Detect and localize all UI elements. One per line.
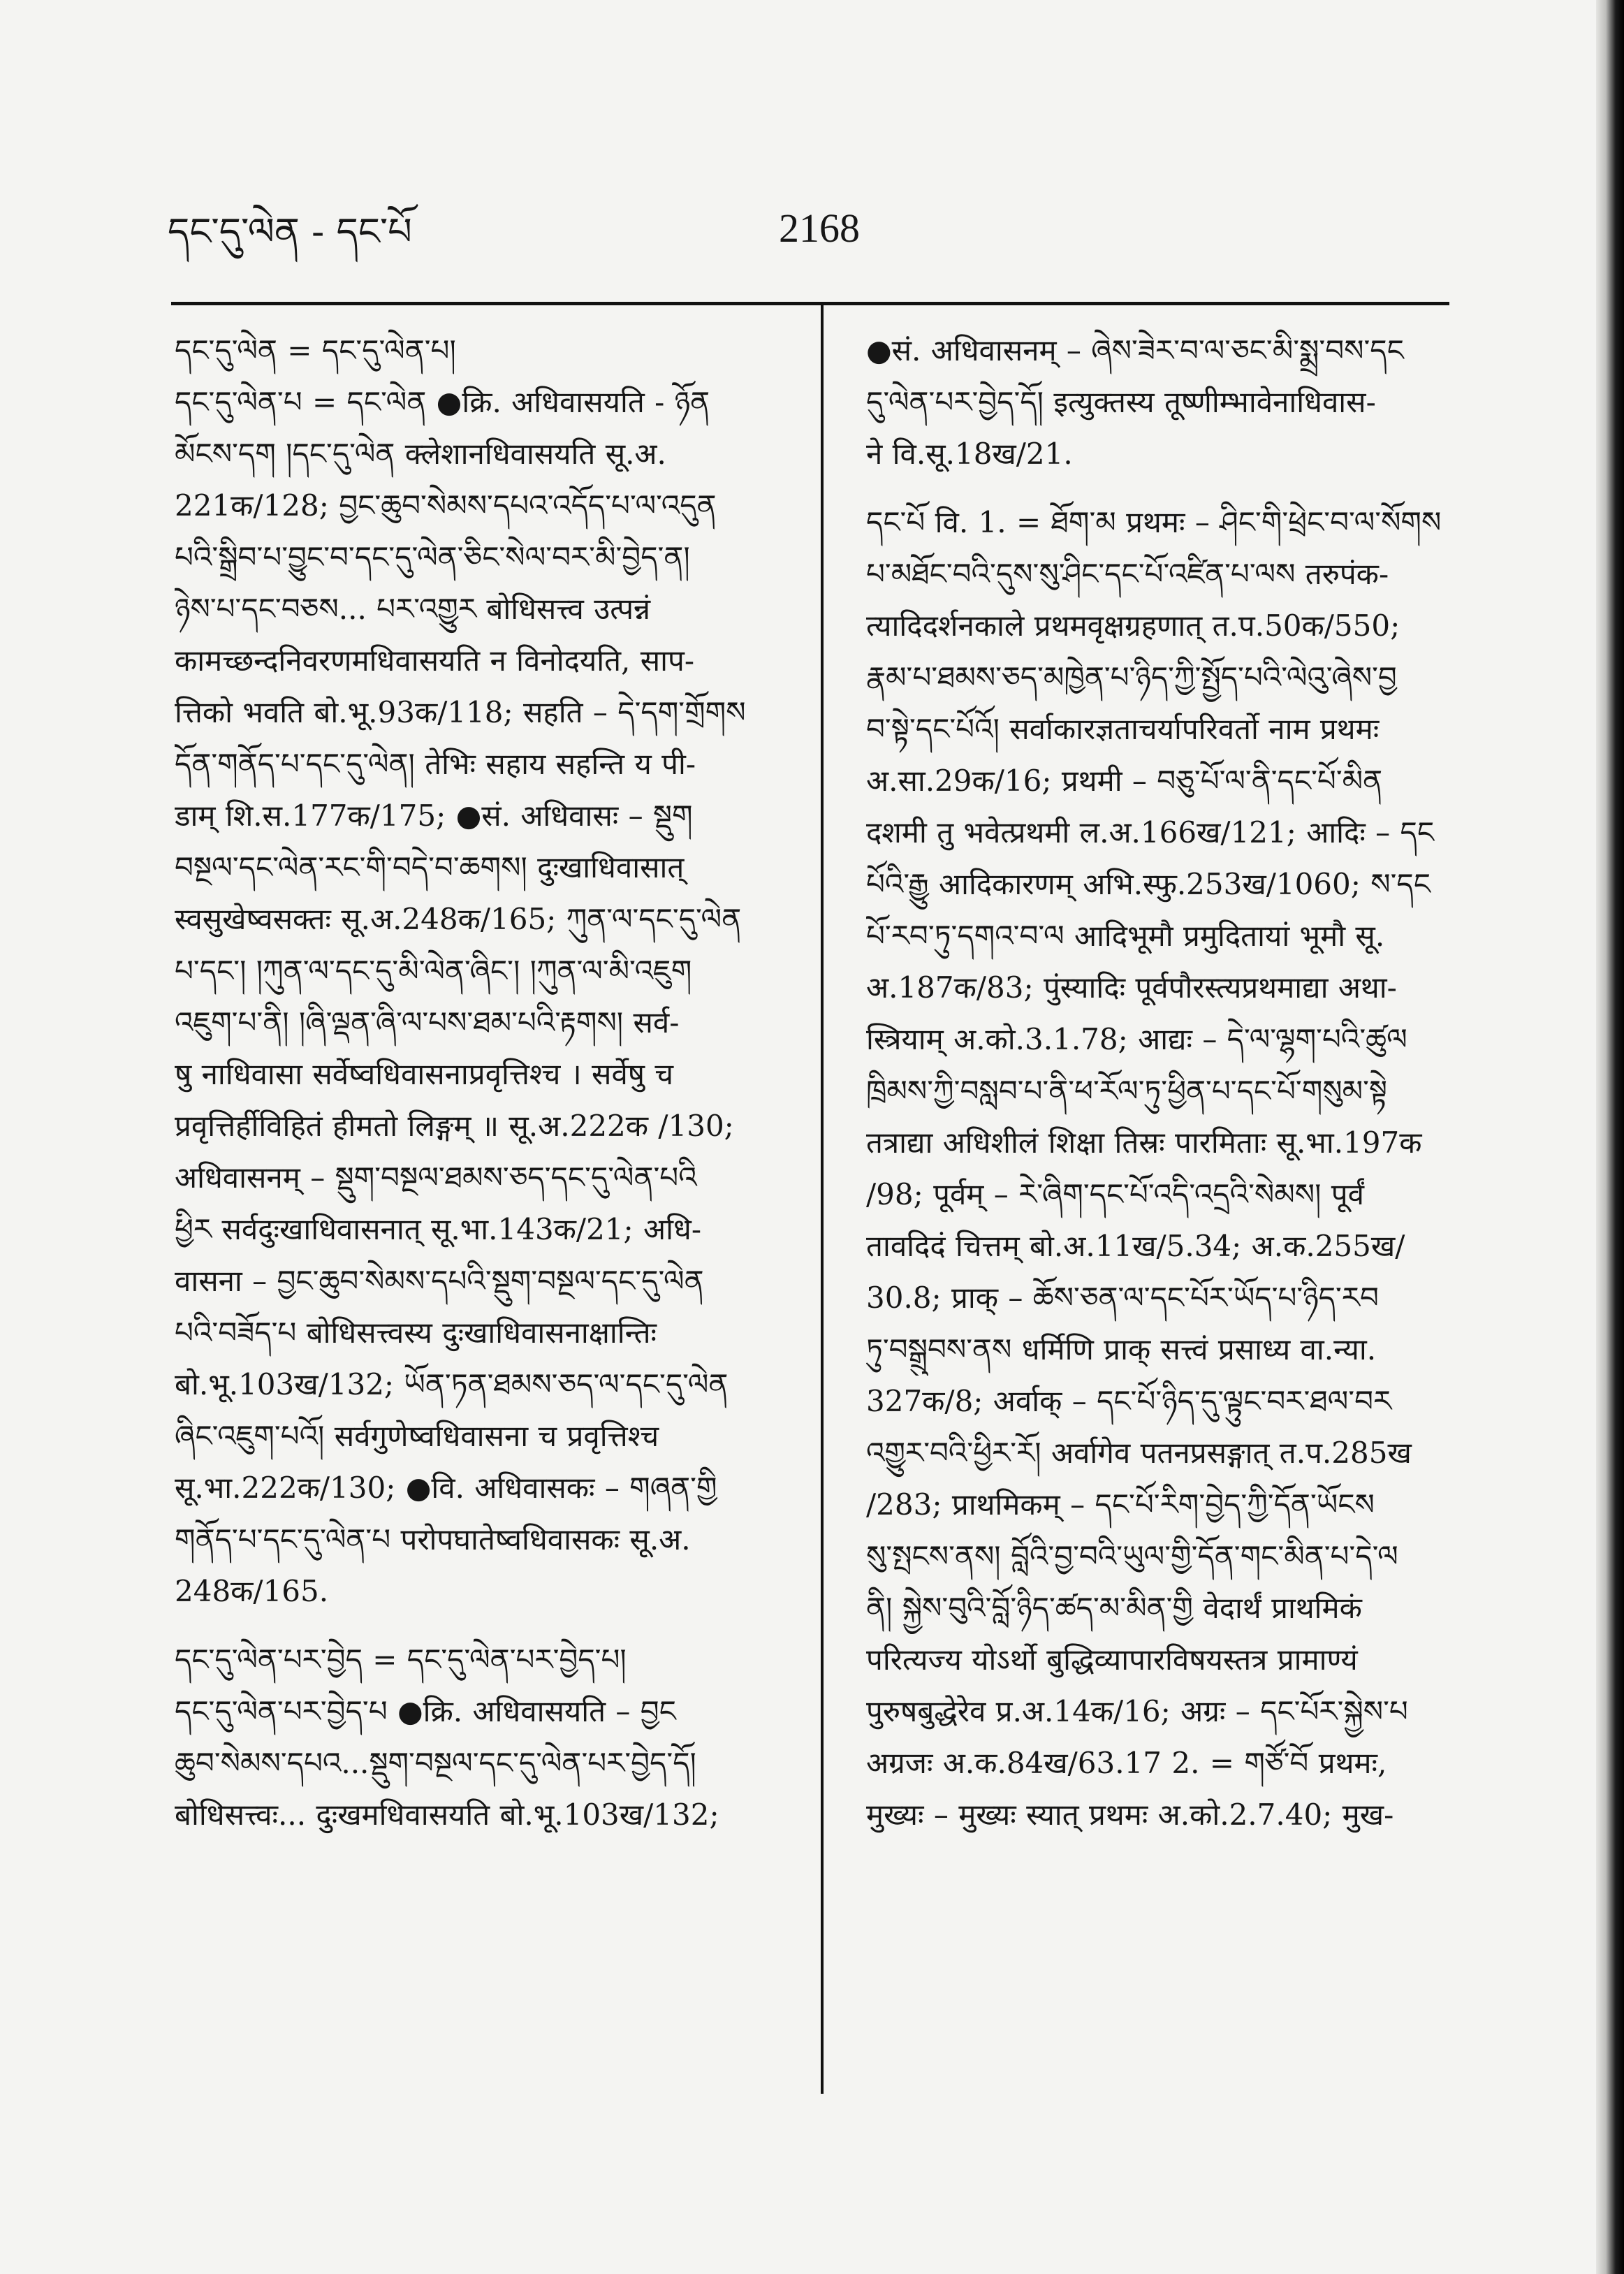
text-line: ཆུབ་སེམས་དཔའ...སྡུག་བསྔལ་དང་དུ་ལེན་པར་བྱེད་དོ།	[175, 1746, 696, 1780]
text-line: དུ་ལེན་པར་བྱེད་དོ། इत्युक्तस्य तूष्णीम्भावेनाधिवास-	[866, 385, 1376, 419]
text-line: 30.8; प्राक् – ཆོས་ཅན་ལ་དང་པོར་ཡོད་པ་ཉིད་རབ	[866, 1281, 1379, 1315]
text-line: /283; प्राथमिकम् – དང་པོ་རིག་བྱེད་ཀྱི་དོན་ཡོངས	[866, 1487, 1375, 1522]
text-line: བ་སྟེ་དང་པོའོ། सर्वाकारज्ञताचर्यापरिवर्तो नाम प्रथमः	[866, 712, 1380, 746]
text-line	[175, 1617, 789, 1634]
text-line: अग्रजः अ.क.84ख/63.17 2. = གཙོ་བོ प्रथमः,	[866, 1746, 1387, 1780]
text-line: परित्यज्य योऽर्थो बुद्धिव्यापारविषयस्तत्र प्रामाण्यं	[866, 1642, 1358, 1677]
text-line: 221क/128; བྱང་ཆུབ་སེམས་དཔའ་འདོད་པ་ལ་འདུན	[175, 488, 717, 523]
text-line: डाम् शि.स.177क/175; ●सं. अधिवासः – སྡུག	[175, 799, 693, 833]
text-line: 248क/165.	[175, 1574, 329, 1608]
text-line: སུ་སྤངས་ནས། བློའི་བྱ་བའི་ཡུལ་གྱི་དོན་གང་མིན་པ་དེ་ལ	[866, 1539, 1398, 1573]
text-line: अ.187क/83; पुंस्यादिः पूर्वपौरस्त्यप्रथमाद्या अथा-	[866, 970, 1397, 1005]
text-line: 327क/8; अर्वाक् – དང་པོ་ཉིད་དུ་ལྟུང་བར་ཐལ་བར	[866, 1384, 1392, 1418]
text-line: དོན་གནོད་པ་དང་དུ་ལེན། तेभिः सहाय सहन्ति य पी-	[175, 747, 696, 781]
header-rule	[171, 302, 1449, 305]
text-line: स्त्रियाम् अ.को.3.1.78; आद्यः – དེ་ལ་ལྷག་པའི་ཚུལ	[866, 1022, 1407, 1056]
text-line: सू.भा.222क/130; ●वि. अधिवासकः – གཞན་གྱི	[175, 1471, 717, 1505]
text-line: कामच्छन्दनिवरणमधिवासयति न विनोदयति, साप-	[175, 643, 695, 678]
text-line	[866, 480, 1446, 497]
right-column	[866, 325, 1446, 1841]
page-number: 2168	[779, 205, 860, 251]
text-line: मुख्यः – मुख्यः स्यात् प्रथमः अ.को.2.7.40; मुख-	[866, 1798, 1394, 1832]
text-line: དང་དུ་ལེན་པར་བྱེད་པ ●क्रि. अधिवासयति – བྱང	[175, 1694, 676, 1728]
running-head: དང་དུ་ལེན - དང་པོ	[168, 210, 412, 254]
text-line: ने वि.सू.18ख/21.	[866, 437, 1073, 471]
text-line: ཞིང་འཇུག་པའོ། सर्वगुणेष्वधिवासना च प्रवृत्तिश्च	[175, 1419, 659, 1453]
scanned-page-edge	[1596, 0, 1624, 2274]
text-line: स्वसुखेष्वसक्तः सू.अ.248क/165; ཀུན་ལ་དང་དུ་ལེན	[175, 902, 742, 936]
text-line: པའི་བཟོད་པ बोधिसत्त्वस्य दुःखाधिवासनाक्षान्तिः	[175, 1315, 657, 1350]
text-line: प्रवृत्तिर्हीविहितं हीमतो लिङ्गम् ॥ सू.अ.222क /130;	[175, 1109, 734, 1143]
text-line: दशमी तु भवेत्प्रथमी ल.अ.166ख/121; आदिः – དང	[866, 815, 1435, 850]
text-line: अ.सा.29क/16; प्रथमी – བཅུ་པོ་ལ་ནི་དང་པོ་མིན	[866, 764, 1383, 798]
text-line: ཁྲིམས་ཀྱི་བསླབ་པ་ནི་ཕ་རོལ་ཏུ་ཕྱིན་པ་དང་པོ་གསུམ་སྟེ	[866, 1074, 1388, 1108]
text-line: དང་པོ वि. 1. = ཐོག་མ प्रथमः – ཤིང་གི་ཕྲེང་བ་ལ་སོགས	[866, 505, 1442, 539]
text-line: པ་དང་། །ཀུན་ལ་དང་དུ་མི་ལེན་ཞིང་། །ཀུན་ལ་མི་འཇུག	[175, 954, 692, 988]
column-divider	[821, 302, 824, 2094]
text-line: པའི་སྒྲིབ་པ་བྱུང་བ་དང་དུ་ལེན་ཅིང་སེལ་བར་མི་བྱེད་ན།	[175, 540, 690, 574]
text-line: མོངས་དག །དང་དུ་ལེན क्लेशानधिवासयति सू.अ.	[175, 437, 666, 471]
text-line: बो.भू.103ख/132; ཡོན་ཏན་ཐམས་ཅད་ལ་དང་དུ་ལེན	[175, 1367, 729, 1401]
text-line: ནི། སྐྱེས་བུའི་བློ་ཉིད་ཚད་མ་མིན་གྱི वेदार्थं प्राथमिकं	[866, 1591, 1362, 1625]
text-line: པ་མཐོང་བའི་དུས་སུ་ཤིང་དང་པོ་འཛིན་པ་ལས तरुपंक-	[866, 557, 1389, 591]
text-line: འགྱུར་བའི་ཕྱིར་རོ། अर्वागेव पतनप्रसङ्गात् त.प.285ख	[866, 1436, 1412, 1470]
text-line: དང་དུ་ལེན་པ = དང་ལེན ●क्रि. अधिवासयति - ཉོན	[175, 385, 710, 419]
text-line: तत्राद्या अधिशीलं शिक्षा तिस्रः पारमिताः सू.भा.197क	[866, 1125, 1422, 1160]
left-column	[175, 325, 789, 1841]
text-line: འཇུག་པ་ནི། །ཞི་ལྡན་ཞི་ལ་པས་ཐམ་པའི་རྟགས། सर्व-	[175, 1005, 680, 1040]
text-line: ●सं. अधिवासनम् – ཞེས་ཟེར་བ་ལ་ཅང་མི་སྨྲ་བས་དང	[866, 333, 1404, 367]
text-line: /98; पूर्वम् – རེ་ཞིག་དང་པོ་འདི་འདྲའི་སེམས། पूर्वं	[866, 1177, 1364, 1211]
text-line: པོའི་རྒྱུ आदिकारणम् अभि.स्फु.253ख/1060; ས་དང	[866, 867, 1431, 901]
text-line: ཏུ་བསྒྲུབས་ནས धर्मिणि प्राक् सत्त्वं प्रसाध्य वा.न्या.	[866, 1332, 1377, 1366]
text-line: དང་དུ་ལེན་པར་བྱེད = དང་དུ་ལེན་པར་བྱེད་པ།	[175, 1642, 627, 1677]
text-line: अधिवासनम् – སྡུག་བསྔལ་ཐམས་ཅད་དང་དུ་ལེན་པའི	[175, 1160, 697, 1195]
text-line: བསྔལ་དང་ལེན་རང་གི་བདེ་བ་ཆགས། दुःखाधिवासात्	[175, 850, 685, 884]
text-line: बोधिसत्त्वः... दुःखमधिवासयति बो.भू.103ख/132;	[175, 1798, 719, 1832]
text-line: གནོད་པ་དང་དུ་ལེན་པ परोपघातेष्वधिवासकः सू.अ.	[175, 1522, 691, 1557]
text-line: पुरुषबुद्धेरेव प्र.अ.14क/16; अग्रः – དང་པོར་སྐྱེས་པ	[866, 1694, 1408, 1728]
text-line: ཕྱིར सर्वदुःखाधिवासनात् सू.भा.143क/21; अधि-	[175, 1212, 702, 1246]
text-line: པོ་རབ་ཏུ་དགའ་བ་ལ आदिभूमौ प्रमुदितायां भूमौ सू.	[866, 919, 1385, 953]
text-line: རྣམ་པ་ཐམས་ཅད་མཁྱེན་པ་ཉིད་ཀྱི་སྤྱོད་པའི་ལེའུ་ཞེས་བྱ	[866, 660, 1397, 694]
text-line: षु नाधिवासा सर्वेष्वधिवासनाप्रवृत्तिश्च । सर्वेषु च	[175, 1057, 674, 1091]
text-line: དང་དུ་ལེན = དང་དུ་ལེན་པ།	[175, 333, 456, 367]
text-line: ཉེས་པ་དང་བཅས... པར་འགྱུར बोधिसत्त्व उत्पन्नं	[175, 592, 651, 626]
text-line: त्यादिदर्शनकाले प्रथमवृक्षग्रहणात् त.प.50क/550;	[866, 608, 1400, 643]
text-line: त्तिको भवति बो.भू.93क/118; सहति – དེ་དག་གྲོགས	[175, 695, 746, 729]
text-line: तावदिदं चित्तम् बो.अ.11ख/5.34; अ.क.255ख/	[866, 1229, 1405, 1263]
text-line: वासना – བྱང་ཆུབ་སེམས་དཔའི་སྡུག་བསྔལ་དང་དུ་ལེན	[175, 1264, 704, 1298]
